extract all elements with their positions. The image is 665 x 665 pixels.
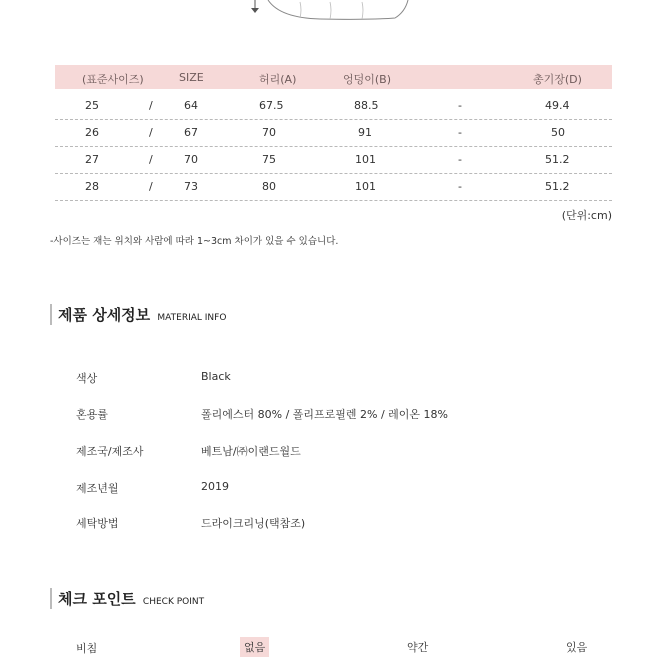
cell-std: 25 — [85, 99, 99, 112]
unit-label: (단위:cm) — [561, 209, 612, 222]
cell-hip: 91 — [358, 126, 372, 139]
cell-dash: - — [458, 180, 462, 193]
info-label-fabric: 혼용률 — [76, 408, 108, 421]
cell-std: 26 — [85, 126, 99, 139]
cell-waist: 70 — [262, 126, 276, 139]
cell-waist: 75 — [262, 153, 276, 166]
cell-hip: 88.5 — [354, 99, 379, 112]
material-title: 제품 상세정보 — [58, 306, 151, 324]
header-size: SIZE — [179, 71, 204, 84]
info-label-date: 제조년월 — [76, 482, 119, 495]
cell-sep: / — [149, 99, 153, 112]
check-section-title — [50, 588, 204, 609]
size-note: -사이즈는 재는 위치와 사람에 따라 1~3cm 차이가 있을 수 있습니다. — [50, 236, 339, 247]
header-waist: 허리(A) — [259, 73, 297, 86]
table-row — [55, 120, 612, 147]
material-title-en: MATERIAL INFO — [157, 313, 227, 323]
cell-sep: / — [149, 153, 153, 166]
skirt-sketch — [0, 0, 665, 30]
check-title: 체크 포인트 — [58, 590, 136, 608]
info-label-color: 색상 — [76, 372, 98, 385]
check-title-en: CHECK POINT — [142, 597, 205, 607]
cell-hip: 101 — [355, 153, 376, 166]
info-value-fabric: 폴리에스터 80% / 폴리프로필렌 2% / 레이온 18% — [201, 408, 449, 421]
material-section-title — [50, 304, 226, 325]
cell-waist: 67.5 — [259, 99, 284, 112]
cell-sep: / — [149, 126, 153, 139]
cell-dash: - — [458, 126, 462, 139]
check-label-transparency: 비침 — [76, 642, 98, 655]
header-hip: 엉덩이(B) — [343, 73, 392, 86]
info-value-wash: 드라이크리닝(택참조) — [201, 517, 306, 530]
table-row — [55, 93, 612, 120]
cell-size: 64 — [184, 99, 198, 112]
check-option-slight: 약간 — [407, 641, 429, 654]
info-value-color: Black — [201, 370, 231, 383]
cell-waist: 80 — [262, 180, 276, 193]
cell-size: 70 — [184, 153, 198, 166]
info-value-origin: 베트남/㈜이랜드월드 — [201, 445, 301, 458]
info-label-wash: 세탁방법 — [76, 517, 119, 530]
cell-std: 28 — [85, 180, 99, 193]
cell-dash: - — [458, 153, 462, 166]
cell-length: 49.4 — [545, 99, 570, 112]
size-table-header — [55, 65, 612, 89]
table-row — [55, 174, 612, 201]
cell-sep: / — [149, 180, 153, 193]
cell-length: 51.2 — [545, 180, 570, 193]
cell-std: 27 — [85, 153, 99, 166]
cell-size: 73 — [184, 180, 198, 193]
check-option-none: 없음 — [240, 637, 269, 657]
header-std-size: (표준사이즈) — [82, 73, 144, 86]
info-label-origin: 제조국/제조사 — [76, 445, 144, 458]
cell-hip: 101 — [355, 180, 376, 193]
cell-size: 67 — [184, 126, 198, 139]
cell-length: 51.2 — [545, 153, 570, 166]
cell-dash: - — [458, 99, 462, 112]
check-option-yes: 있음 — [566, 641, 588, 654]
header-length: 총기장(D) — [533, 73, 582, 86]
info-value-date: 2019 — [201, 480, 229, 493]
table-row — [55, 147, 612, 174]
cell-length: 50 — [551, 126, 565, 139]
